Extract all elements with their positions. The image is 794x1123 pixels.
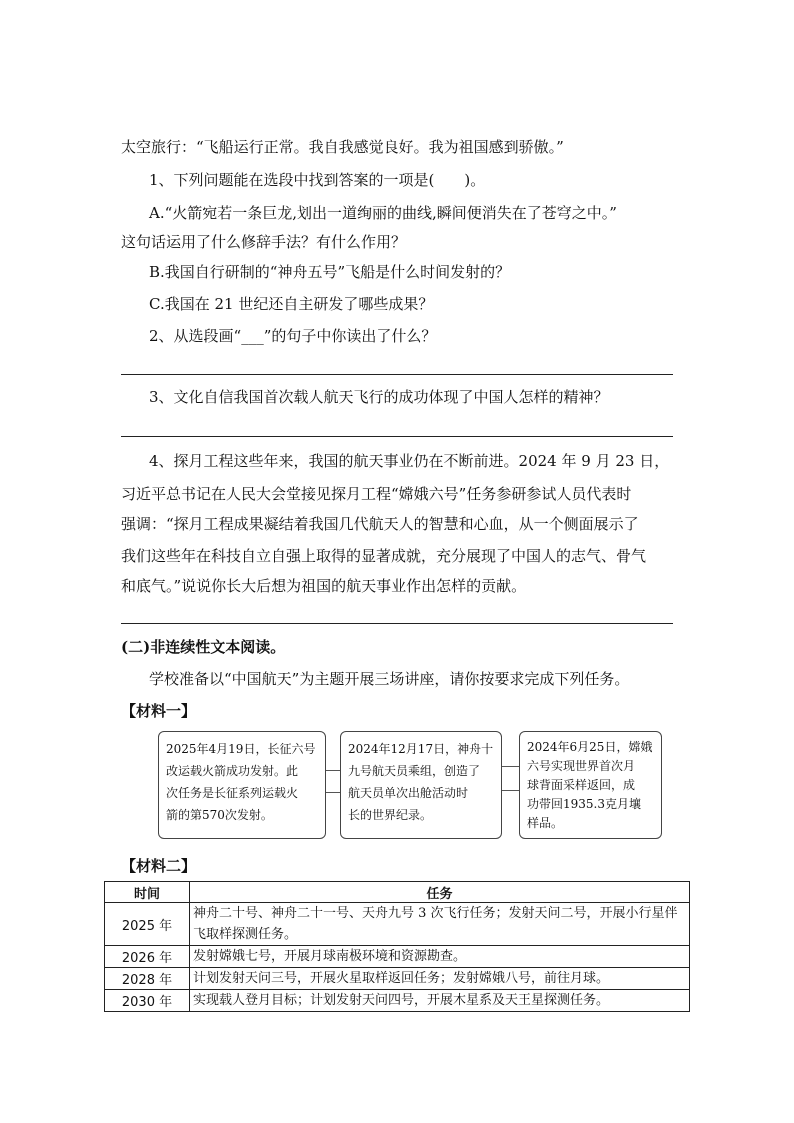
box-1-line-1: 2025年4月19日，长征六号 [166, 742, 316, 756]
material-2-label: 【材料二】 [121, 857, 197, 875]
row-year: 2025 年 [105, 903, 190, 946]
question-4-line-3: 强调：“探月工程成果凝结着我国几代航天人的智慧和心血，从一个侧面展示了 [121, 515, 639, 533]
row-year: 2026 年 [105, 946, 190, 968]
box-3-line-4: 功带回1935.3克月壤 [527, 797, 641, 811]
table-row [105, 968, 690, 990]
box-3-line-5: 样品。 [527, 816, 564, 830]
table-row [105, 903, 690, 946]
row-task: 神舟二十号、神舟二十一号、天舟九号 3 次飞行任务；发射天问二号，开展小行星伴飞取样探测任务。 [190, 903, 690, 946]
table-header-row [105, 882, 690, 903]
question-4-line-2: 习近平总书记在人民大会堂接见探月工程“嫦娥六号”任务参研参试人员代表时 [121, 485, 632, 503]
box-2-line-4: 长的世界纪录。 [348, 808, 433, 822]
box-1-line-3: 次任务是长征系列运载火 [166, 786, 299, 800]
box-2-line-2: 九号航天员乘组，创造了 [348, 764, 481, 778]
material-1-box-2 [340, 731, 502, 839]
box-3-line-1: 2024年6月25日，嫦娥 [527, 740, 653, 754]
section-2-intro: 学校准备以“中国航天”为主题开展三场讲座，请你按要求完成下列任务。 [149, 670, 630, 688]
material-1-box-1 [158, 731, 326, 839]
connector-1-2-top [326, 770, 340, 771]
row-task: 实现载人登月目标；计划发射天问四号，开展木星系及天王星探测任务。 [190, 990, 690, 1012]
box-2-line-1: 2024年12月17日，神舟十 [348, 742, 494, 756]
question-3-stem: 3、文化自信我国首次载人航天飞行的成功体现了中国人怎样的精神？ [149, 388, 609, 406]
material-1-label: 【材料一】 [121, 702, 197, 720]
row-task: 发射嫦娥七号，开展月球南极环境和资源勘查。 [190, 946, 690, 968]
question-1-option-a-cont: 这句话运用了什么修辞手法？有什么作用？ [121, 233, 407, 251]
connector-1-2-bottom [326, 792, 340, 793]
box-2-line-3: 航天员单次出舱活动时 [348, 786, 469, 800]
box-1-line-4: 箭的第570次发射。 [166, 808, 273, 822]
row-year: 2030 年 [105, 990, 190, 1012]
answer-line-q4[interactable] [121, 623, 673, 624]
header-task: 任务 [190, 882, 690, 903]
question-4-line-5: 和底气。”说说你长大后想为祖国的航天事业作出怎样的贡献。 [121, 577, 527, 595]
question-1-option-c: C.我国在 21 世纪还自主研发了哪些成果？ [149, 295, 434, 313]
section-2-heading: (二)非连续性文本阅读。 [121, 638, 286, 656]
box-3-line-2: 六号实现世界首次月 [527, 759, 636, 773]
table-row [105, 946, 690, 968]
question-1-option-a: A.“火箭宛若一条巨龙,划出一道绚丽的曲线,瞬间便消失在了苍穹之中。” [149, 204, 617, 222]
answer-line-q3[interactable] [121, 436, 673, 437]
answer-line-q2[interactable] [121, 374, 673, 375]
box-1-line-2: 改运载火箭成功发射。此 [166, 764, 299, 778]
question-4-line-1: 4、探月工程这些年来，我国的航天事业仍在不断前进。2024 年 9 月 23 日， [149, 452, 670, 470]
material-1-box-3 [519, 731, 662, 839]
passage-quote-line: 太空旅行：“飞船运行正常。我自我感觉良好。我为祖国感到骄傲。” [121, 138, 564, 156]
connector-2-3-bottom [502, 790, 519, 791]
row-year: 2028 年 [105, 968, 190, 990]
question-1-option-b: B.我国自行研制的“神舟五号”飞船是什么时间发射的？ [149, 263, 511, 281]
row-task: 计划发射天问三号，开展火星取样返回任务；发射嫦娥八号，前往月球。 [190, 968, 690, 990]
question-4-line-4: 我们这些年在科技自立自强上取得的显著成就，充分展现了中国人的志气、骨气 [121, 547, 647, 565]
box-3-line-3: 球背面采样返回，成 [527, 778, 636, 792]
material-2-table [104, 881, 690, 1012]
question-2-stem: 2、从选段画“___”的句子中你读出了什么？ [149, 327, 437, 345]
table-row [105, 990, 690, 1012]
header-time: 时间 [105, 882, 190, 903]
connector-2-3-top [502, 766, 519, 767]
question-1-stem: 1、下列问题能在选段中找到答案的一项是( )。 [149, 171, 486, 189]
